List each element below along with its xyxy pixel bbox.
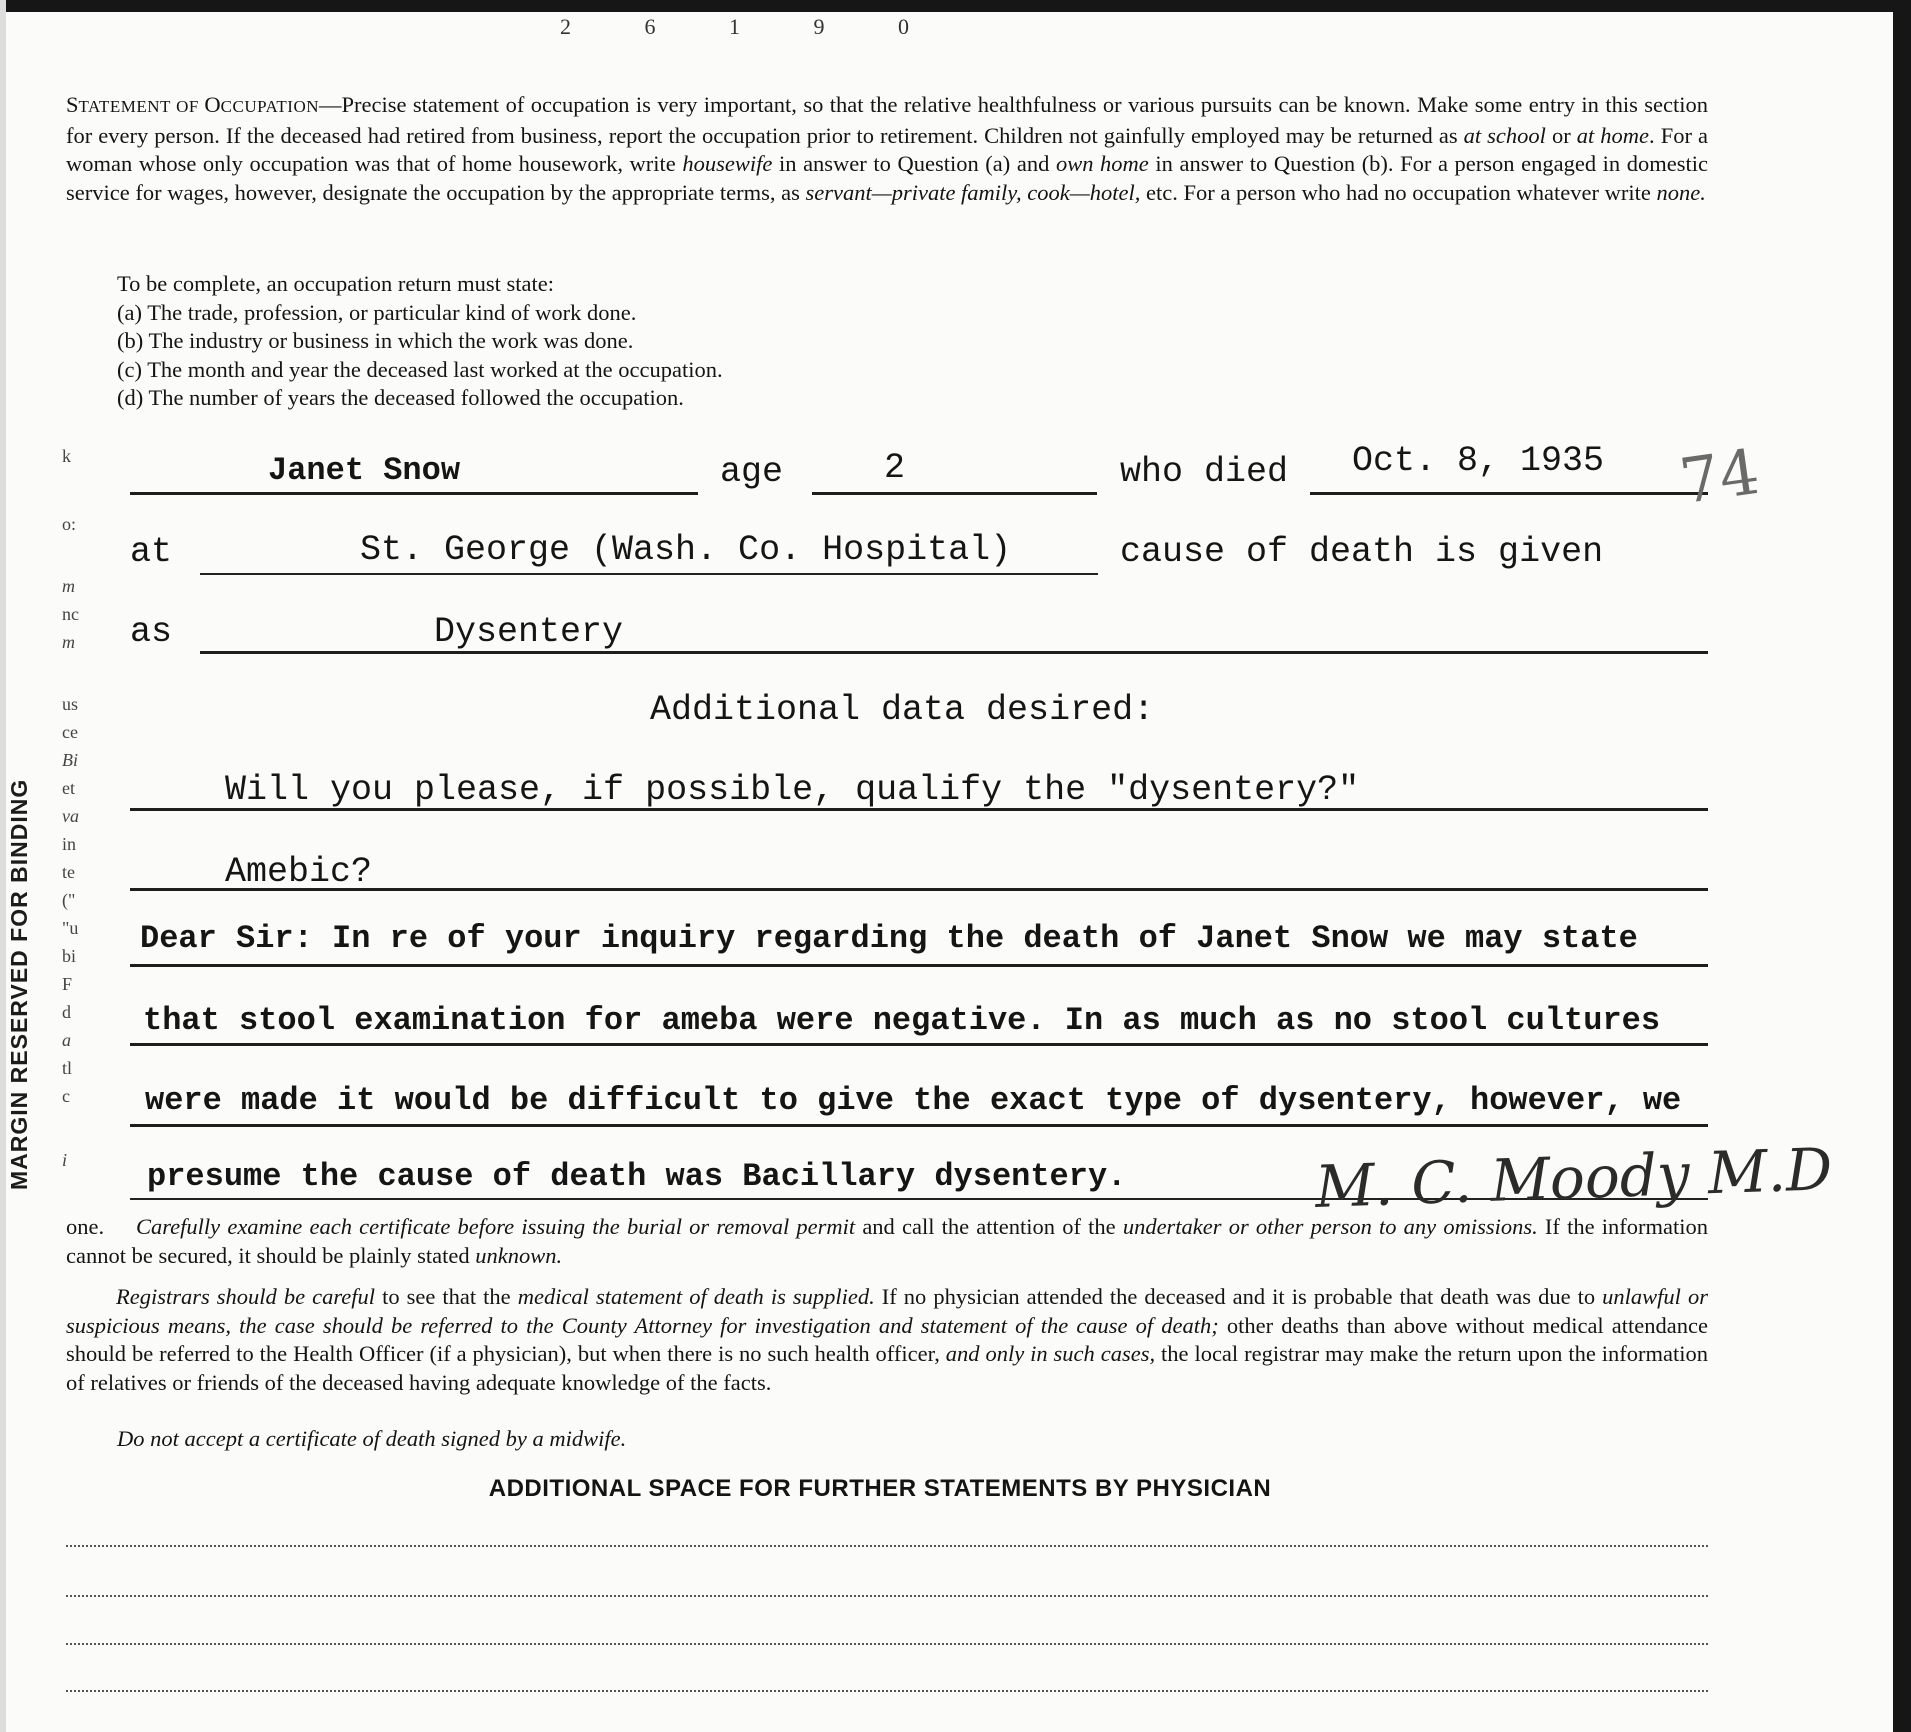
margin-fragment: i [62,1150,68,1170]
reply-underline [130,1124,1708,1127]
question-underline [130,808,1708,811]
continuation-word: one. [66,1214,105,1239]
margin-fragment: bi [62,946,77,966]
cause-label: cause of death is given [1120,532,1604,572]
question-amebic: Amebic? [225,852,373,892]
name-underline [130,492,698,495]
reply-line: were made it would be difficult to give the exact type of dysentery, however, we [145,1082,1682,1119]
margin-fragment: tl [62,1058,73,1078]
margin-fragment: d [62,1002,71,1022]
physician-signature: M. C. Moody M.D [1313,1134,1834,1222]
additional-space-heading: ADDITIONAL SPACE FOR FURTHER STATEMENTS BY PHYSICIAN [488,1475,1272,1502]
dotted-line [66,1690,1708,1692]
occupation-heading: STATEMENT OF OCCUPATION [66,92,320,117]
margin-fragment: us [62,694,79,714]
dotted-line [66,1545,1708,1547]
scan-border-right [1893,0,1911,1732]
top-edge-marks: 2 6 1 9 0 [560,14,943,39]
reply-line: Dear Sir: In re of your inquiry regarding the death of Janet Snow we may state [140,920,1638,957]
requirement-item: (d) The number of years the deceased followed the occupation. [117,385,684,410]
occupation-requirements [117,270,723,413]
midwife-warning: Do not accept a certificate of death signed by a midwife. [117,1426,627,1451]
occupation-instructions: STATEMENT OF OCCUPATION—Precise statement of occupation is very important, so that the relative healthfulness or various pursuits can be known. Make some entry in this section for every person. If the deceased had retired from business, report the occupation prior to retirement. Children not gainfully employed may be returned as at school or at home. For a woman whose only occupation was that of home housework, write housewife in answer to Question (a) and own home in answer to Question (b). For a person engaged in domestic service for wages, however, designate the occupation by the appropriate terms, as servant—private family, cook—hotel, etc. For a person who had no occupation whatever write none. [66,92,1709,205]
margin-fragment: in [62,834,77,854]
deceased-name: Janet Snow [268,452,461,489]
age-value: 2 [884,448,906,488]
registrar-instructions: Registrars should be careful to see that the medical statement of death is supplied. If no physician attended the deceased and it is probable that death was due to unlawful or suspicious means, the case should be referred to the County Attorney for investigation and statement of the cause of death; other deaths than above without medical attendance should be referred to the Health Officer (if a physician), but when there is no such health officer, and only in such cases, the local registrar may make the return upon the information of relatives or friends of the deceased having adequate knowledge of the facts. [66,1284,1708,1395]
margin-fragment: et [62,778,75,798]
requirements-intro: To be complete, an occupation return must state: [117,271,555,296]
margin-fragment: o: [62,514,77,534]
margin-fragment: "u [62,918,79,938]
scan-border-top [0,0,1911,12]
cause-underline [200,651,1708,654]
requirement-item: (b) The industry or business in which the work was done. [117,328,634,353]
age-label: age [720,452,784,492]
age-underline [812,492,1097,495]
at-label: at [130,532,173,572]
margin-fragment: Bi [62,750,78,770]
dotted-line [66,1643,1708,1645]
died-label: who died [1120,452,1289,492]
margin-fragment: nc [62,604,79,624]
requirement-item: (a) The trade, profession, or particular kind of work done. [117,299,637,325]
margin-fragment: k [62,446,71,466]
as-label: as [130,612,173,652]
margin-fragment: m [62,576,75,596]
additional-data-label: Additional data desired: [650,690,1155,730]
reply-line: presume the cause of death was Bacillary dysentery. [147,1158,1127,1195]
margin-fragment: (" [62,890,76,910]
question-dysentery: Will you please, if possible, qualify the "dysentery?" [225,770,1360,810]
stated-cause: Dysentery [434,612,624,652]
margin-fragment: va [62,806,79,826]
place-underline [200,573,1098,575]
binding-margin-label: MARGIN RESERVED FOR BINDING [6,778,32,1190]
margin-fragment: c [62,1086,70,1106]
reply-underline [130,964,1708,967]
death-date: Oct. 8, 1935 [1352,441,1605,481]
reply-line: that stool examination for ameba were negative. In as much as no stool cultures [143,1002,1661,1039]
certificate-instructions: one. Carefully examine each certificate before issuing the burial or removal permit and call the attention of the undertaker or other person to any omissions. If the information cannot be secured, it should be plainly stated unknown. [66,1214,1708,1268]
dotted-line [66,1595,1708,1597]
margin-fragment: a [62,1030,71,1050]
death-place: St. George (Wash. Co. Hospital) [360,530,1012,570]
margin-fragment: m [62,632,75,652]
requirement-item: (c) The month and year the deceased last worked at the occupation. [117,356,723,382]
margin-fragment: ce [62,722,78,742]
margin-fragment: te [62,862,75,882]
margin-fragment: F [62,974,73,994]
question-underline [130,888,1708,891]
reply-underline [130,1043,1708,1046]
date-underline [1310,492,1708,495]
margin-number-mark: 74 [1675,434,1764,519]
